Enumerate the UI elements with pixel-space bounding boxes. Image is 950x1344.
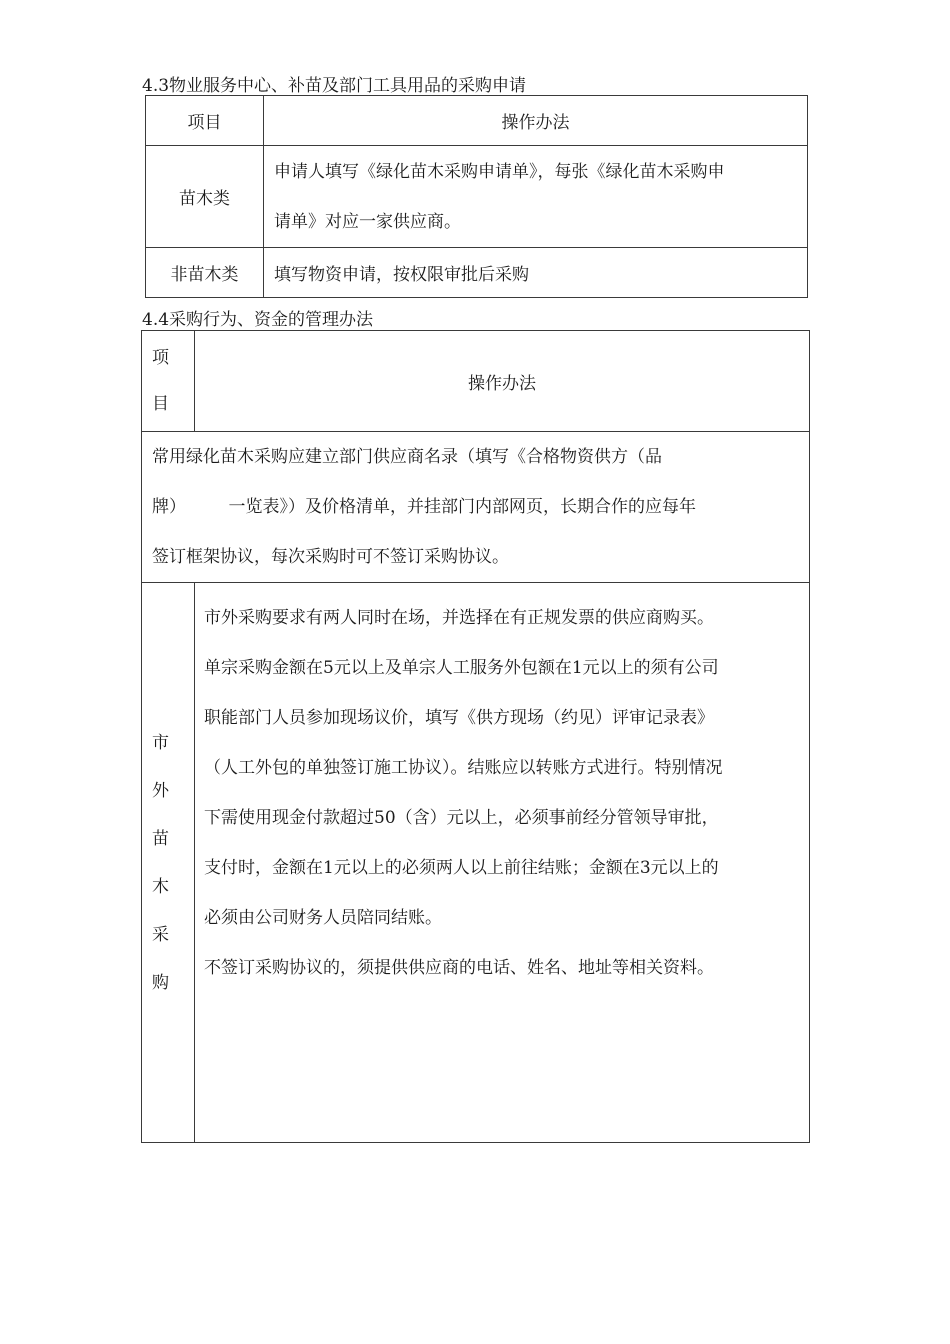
label-char: 苗: [152, 828, 169, 849]
table-header-row: [142, 331, 810, 432]
table-row: [146, 146, 808, 248]
purchase-management-table: [141, 330, 810, 1143]
text-line: 必须由公司财务人员陪同结账。: [204, 908, 442, 928]
text-line: 市外采购要求有两人同时在场，并选择在有正规发票的供应商购买。: [204, 608, 714, 628]
text-line: 职能部门人员参加现场议价，填写《供方现场（约见）评审记录表》: [204, 708, 714, 728]
section-4-3-heading: 4.3物业服务中心、补苗及部门工具用品的采购申请: [142, 76, 527, 96]
header-item-vertical: [142, 331, 195, 432]
row-item-non-seedlings: 非苗木类: [146, 248, 264, 298]
text-line: 申请人填写《绿化苗木采购申请单》，每张《绿化苗木采购申: [274, 161, 725, 182]
text-line: 不签订采购协议的，须提供供应商的电话、姓名、地址等相关资料。: [204, 958, 714, 978]
general-rules-cell: [142, 432, 810, 583]
label-char: 外: [152, 780, 169, 801]
section-4-4-heading: 4.4采购行为、资金的管理办法: [142, 310, 374, 330]
text-line: 常用绿化苗木采购应建立部门供应商名录（填写《合格物资供方（品: [152, 447, 662, 467]
header-method: 操作办法: [264, 96, 808, 146]
text-line: 支付时，金额在1元以上的必须两人以上前往结账；金额在3元以上的: [204, 858, 719, 878]
label-char: 市: [152, 732, 169, 753]
text-line: 签订框架协议，每次采购时可不签订采购协议。: [152, 547, 509, 567]
table-row: [146, 248, 808, 298]
table-row-general: [142, 432, 810, 583]
outside-purchase-rules: [195, 583, 810, 1143]
text-line: 请单》对应一家供应商。: [274, 211, 461, 232]
header-method: 操作办法: [195, 331, 810, 432]
label-char: 木: [152, 876, 169, 897]
text-line: （人工外包的单独签订施工协议）。结账应以转账方式进行。特别情况: [204, 758, 723, 778]
label-char: 购: [152, 972, 169, 993]
header-char: 项: [152, 348, 169, 368]
label-char: 采: [152, 924, 169, 945]
header-item: 项目: [146, 96, 264, 146]
row-method-non-seedlings: 填写物资申请，按权限审批后采购: [264, 248, 808, 298]
outside-seedling-label: [142, 583, 195, 1143]
purchase-application-table: [145, 95, 808, 298]
table-row-outside: [142, 583, 810, 1143]
row-item-seedlings: 苗木类: [146, 146, 264, 248]
header-char: 目: [152, 394, 169, 414]
table-header-row: [146, 96, 808, 146]
text-line: 单宗采购金额在5元以上及单宗人工服务外包额在1元以上的须有公司: [204, 658, 719, 678]
text-line: 牌） 一览表》）及价格清单，并挂部门内部网页，长期合作的应每年: [152, 497, 696, 517]
row-method-seedlings: [264, 146, 808, 248]
text-line: 下需使用现金付款超过50（含）元以上，必须事前经分管领导审批，: [204, 808, 719, 828]
